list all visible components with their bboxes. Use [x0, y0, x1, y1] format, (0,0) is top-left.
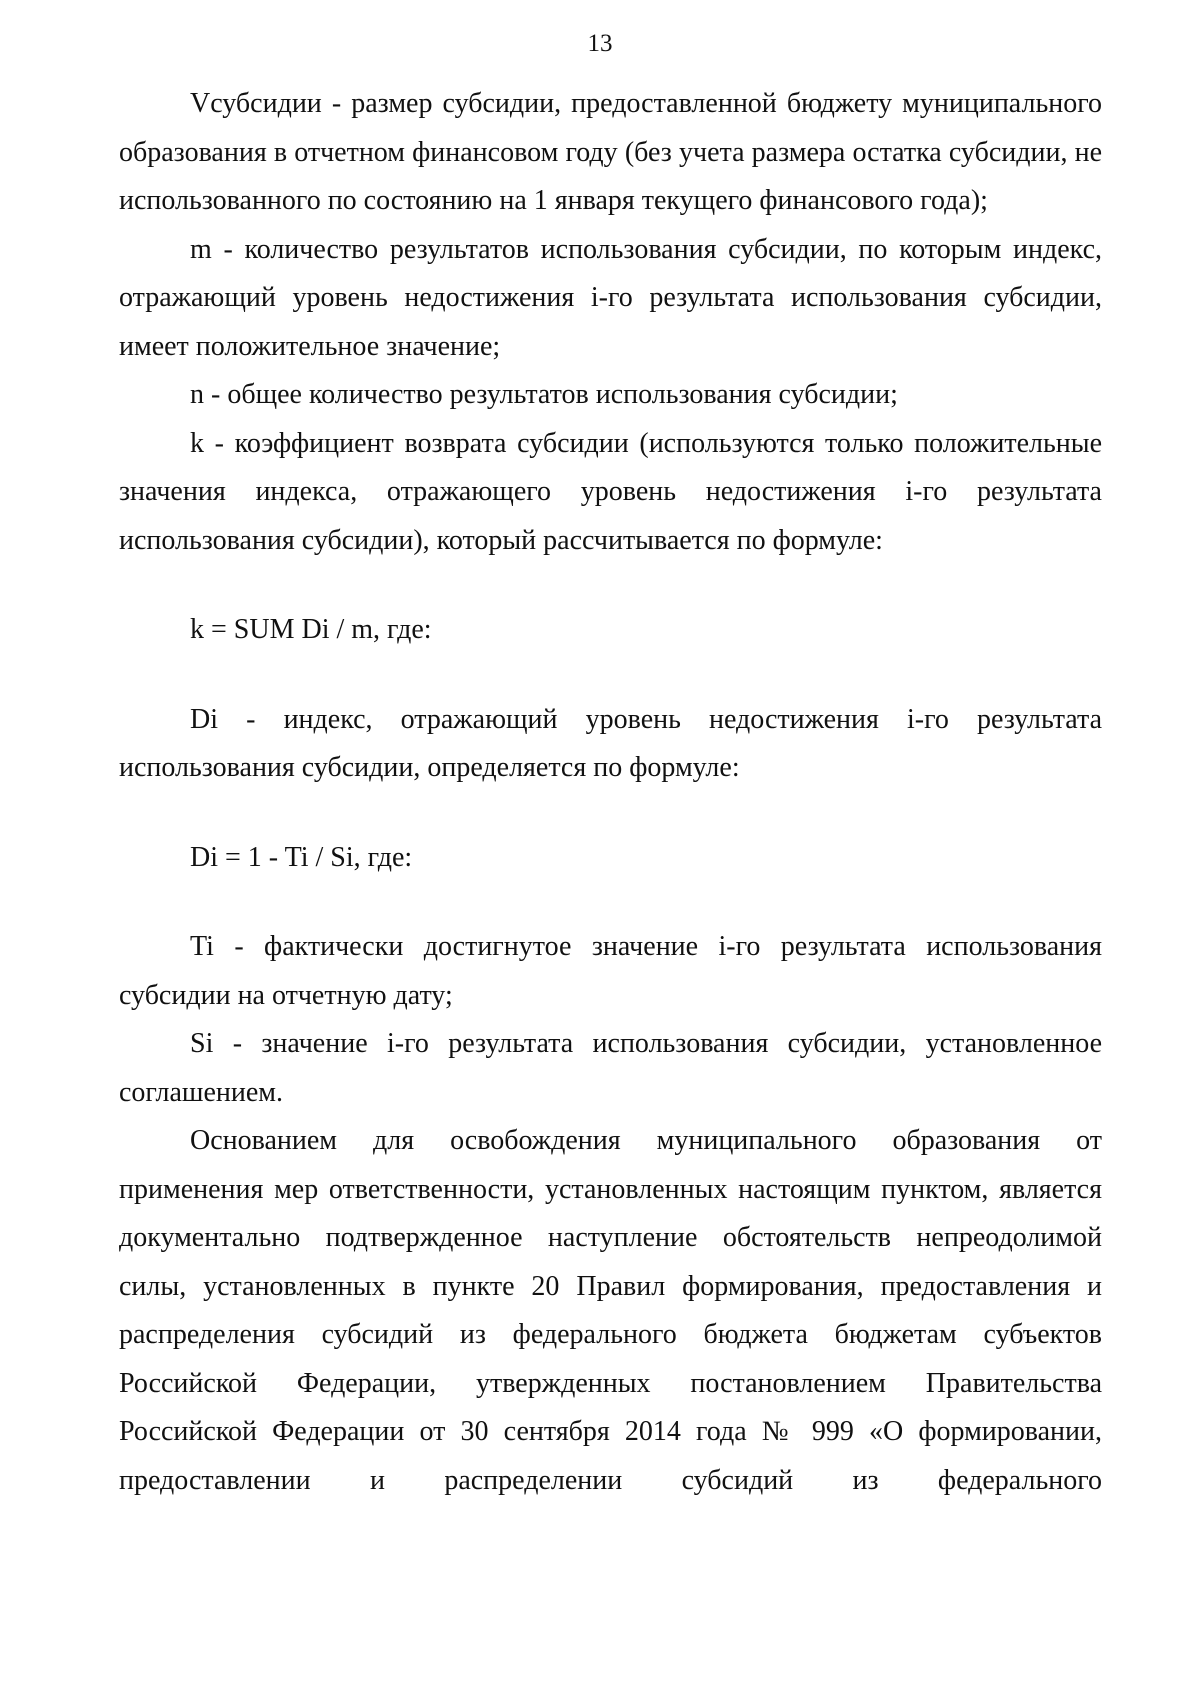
paragraph-k-definition: k - коэффициент возврата субсидии (используются только положительные значения индекса, отражающего уровень недостижения i-го результата использования субсидии), который рассчитывается по формуле: — [119, 427, 1102, 556]
paragraph-m-definition: m - количество результатов использования субсидии, по которым индекс, отражающий уровень недостижения i-го результата использования субсидии, имеет положительное значение; — [119, 233, 1102, 362]
paragraph-force-majeure: Основанием для освобождения муниципального образования от применения мер ответственности, установленных настоящим пунктом, является документально подтвержденное наступление обстоятельств непреодолимой силы, установленных в пункте 20 Правил формирования, предоставления и распределения субсидий из федерального бюджета бюджетам субъектов Российской Федерации, утвержденных постановлением Правительства Российской Федерации от 30 сентября 2014 года № 999 «О формировании, предоставлении и распределении субсидий из федерального — [119, 1125, 1102, 1496]
paragraph-ti-definition: Ti - фактически достигнутое значение i-го результата использования субсидии на отчетную дату; — [119, 931, 1102, 1011]
page-number: 13 — [587, 30, 613, 57]
formula-di: Di = 1 - Ti / Si, где: — [190, 841, 413, 873]
document-body — [119, 80, 1102, 1505]
formula-k: k = SUM Di / m, где: — [190, 614, 432, 645]
paragraph-v-subsidy-definition: Vсубсидии - размер субсидии, предоставленной бюджету муниципального образования в отчетном финансовом году (без учета размера остатка субсидии, не использованного по состоянию на 1 января текущего финансового года); — [119, 88, 1102, 216]
paragraph-di-definition: Di - индекс, отражающий уровень недостижения i-го результата использования субсидии, определяется по формуле: — [119, 703, 1102, 783]
paragraph-si-definition: Si - значение i-го результата использования субсидии, установленное соглашением. — [119, 1028, 1102, 1108]
paragraph-n-definition: n - общее количество результатов использования субсидии; — [190, 379, 898, 410]
